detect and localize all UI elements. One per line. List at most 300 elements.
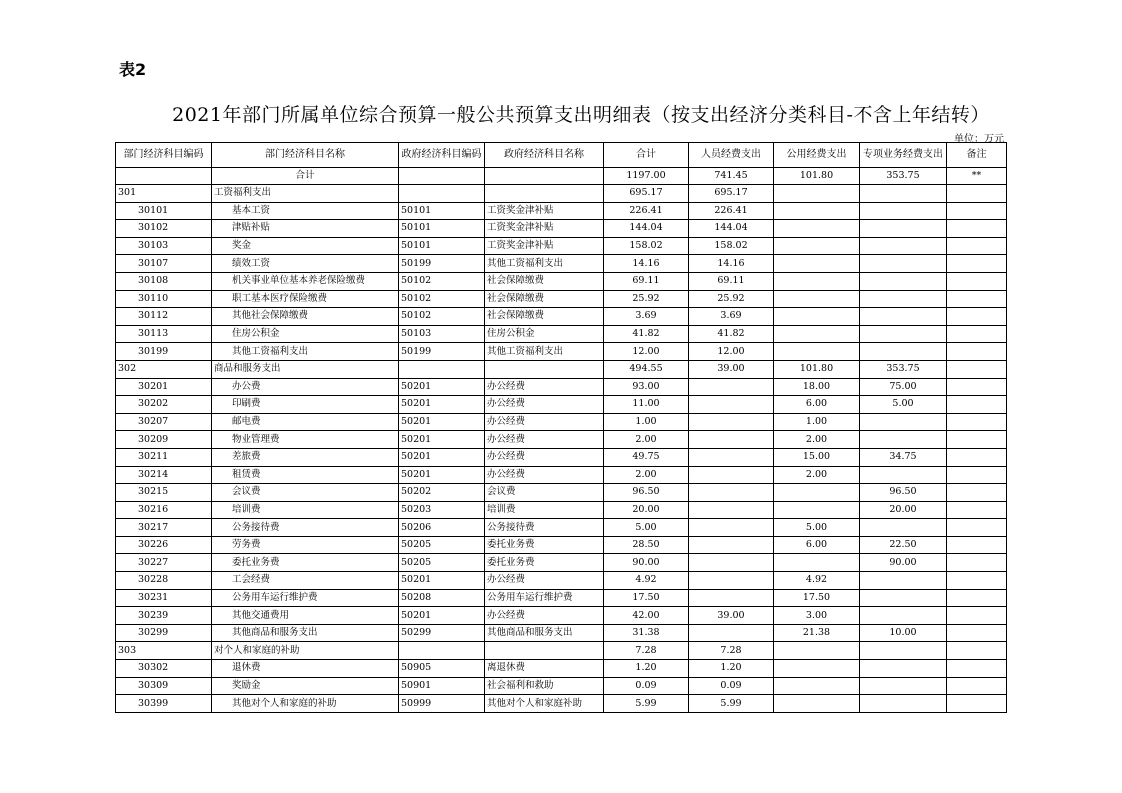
table-row <box>116 607 1007 625</box>
cell-dept-code: 30110 <box>116 290 212 308</box>
cell-total: 42.00 <box>604 607 689 625</box>
cell-dept-code: 30107 <box>116 255 212 273</box>
col-header-special: 专项业务经费支出 <box>860 143 947 168</box>
cell-gov-code <box>399 642 485 660</box>
cell-public <box>774 220 860 238</box>
cell-special: 34.75 <box>860 448 947 466</box>
cell-special <box>860 202 947 220</box>
cell-dept-code: 301 <box>116 185 212 203</box>
table-row <box>116 255 1007 273</box>
cell-special <box>860 290 947 308</box>
cell-personnel <box>689 396 774 414</box>
table-row <box>116 396 1007 414</box>
cell-special <box>860 308 947 326</box>
cell-dept-name: 奖励金 <box>212 677 399 695</box>
cell-special: 22.50 <box>860 536 947 554</box>
cell-total: 69.11 <box>604 272 689 290</box>
cell-note <box>947 360 1007 378</box>
cell-public <box>774 185 860 203</box>
col-header-dept-code: 部门经济科目编码 <box>116 143 212 168</box>
cell-total: 3.69 <box>604 308 689 326</box>
table-row <box>116 237 1007 255</box>
cell-gov-code: 50206 <box>399 519 485 537</box>
cell-gov-code: 50201 <box>399 413 485 431</box>
cell-public: 1.00 <box>774 413 860 431</box>
cell-gov-name: 会议费 <box>485 484 604 502</box>
cell-dept-name: 住房公积金 <box>212 325 399 343</box>
cell-note <box>947 607 1007 625</box>
table-row <box>116 431 1007 449</box>
cell-note <box>947 660 1007 678</box>
cell-personnel <box>689 519 774 537</box>
col-header-dept-name: 部门经济科目名称 <box>212 143 399 168</box>
cell-dept-name: 劳务费 <box>212 536 399 554</box>
cell-dept-name: 绩效工资 <box>212 255 399 273</box>
cell-note <box>947 343 1007 361</box>
cell-dept-name: 其他商品和服务支出 <box>212 624 399 642</box>
cell-total: 158.02 <box>604 237 689 255</box>
cell-total: 695.17 <box>604 185 689 203</box>
cell-dept-code: 30211 <box>116 448 212 466</box>
cell-gov-name: 社会保障缴费 <box>485 290 604 308</box>
cell-dept-name: 商品和服务支出 <box>212 360 399 378</box>
col-header-gov-name: 政府经济科目名称 <box>485 143 604 168</box>
cell-dept-code: 30112 <box>116 308 212 326</box>
cell-note <box>947 677 1007 695</box>
cell-personnel: 1.20 <box>689 660 774 678</box>
cell-public: 5.00 <box>774 519 860 537</box>
cell-gov-code: 50905 <box>399 660 485 678</box>
cell-dept-code: 30217 <box>116 519 212 537</box>
cell-gov-code <box>399 360 485 378</box>
cell-note <box>947 431 1007 449</box>
cell-public: 18.00 <box>774 378 860 396</box>
cell-dept-code: 30226 <box>116 536 212 554</box>
totals-total: 1197.00 <box>604 168 689 185</box>
cell-special <box>860 220 947 238</box>
cell-gov-name: 培训费 <box>485 501 604 519</box>
cell-personnel <box>689 466 774 484</box>
unit-label: 单位：万元 <box>954 134 1004 145</box>
cell-personnel: 144.04 <box>689 220 774 238</box>
cell-dept-name: 基本工资 <box>212 202 399 220</box>
cell-dept-name: 退休费 <box>212 660 399 678</box>
totals-dept-code <box>116 168 212 185</box>
cell-total: 12.00 <box>604 343 689 361</box>
totals-special: 353.75 <box>860 168 947 185</box>
cell-gov-code: 50101 <box>399 220 485 238</box>
cell-personnel <box>689 589 774 607</box>
cell-public <box>774 272 860 290</box>
cell-gov-name: 离退休费 <box>485 660 604 678</box>
cell-total: 0.09 <box>604 677 689 695</box>
cell-personnel: 14.16 <box>689 255 774 273</box>
cell-gov-name: 办公经费 <box>485 607 604 625</box>
cell-dept-code: 30209 <box>116 431 212 449</box>
cell-total: 2.00 <box>604 431 689 449</box>
cell-personnel: 3.69 <box>689 308 774 326</box>
document-title: 2021年部门所属单位综合预算一般公共预算支出明细表（按支出经济分类科目-不含上年结转） <box>172 104 990 126</box>
col-header-personnel: 人员经费支出 <box>689 143 774 168</box>
cell-personnel <box>689 536 774 554</box>
cell-note <box>947 519 1007 537</box>
cell-gov-code: 50199 <box>399 343 485 361</box>
cell-note <box>947 396 1007 414</box>
cell-public <box>774 484 860 502</box>
cell-special: 96.50 <box>860 484 947 502</box>
cell-total: 1.20 <box>604 660 689 678</box>
cell-gov-code: 50103 <box>399 325 485 343</box>
cell-special: 75.00 <box>860 378 947 396</box>
cell-public <box>774 642 860 660</box>
cell-dept-code: 30199 <box>116 343 212 361</box>
cell-gov-code: 50201 <box>399 378 485 396</box>
totals-personnel: 741.45 <box>689 168 774 185</box>
cell-dept-name: 租赁费 <box>212 466 399 484</box>
cell-total: 5.00 <box>604 519 689 537</box>
cell-dept-code: 30302 <box>116 660 212 678</box>
cell-gov-name: 办公经费 <box>485 431 604 449</box>
table-row <box>116 677 1007 695</box>
cell-gov-name <box>485 185 604 203</box>
cell-special <box>860 237 947 255</box>
cell-gov-code: 50299 <box>399 624 485 642</box>
totals-row <box>116 168 1007 185</box>
cell-special <box>860 607 947 625</box>
cell-gov-name: 其他工资福利支出 <box>485 343 604 361</box>
cell-note <box>947 272 1007 290</box>
cell-personnel: 158.02 <box>689 237 774 255</box>
cell-gov-code: 50205 <box>399 536 485 554</box>
cell-public: 6.00 <box>774 536 860 554</box>
table-row <box>116 466 1007 484</box>
cell-dept-code: 30113 <box>116 325 212 343</box>
category-row <box>116 360 1007 378</box>
cell-gov-name: 工资奖金津补贴 <box>485 202 604 220</box>
cell-public <box>774 237 860 255</box>
cell-special <box>860 572 947 590</box>
cell-public: 2.00 <box>774 431 860 449</box>
cell-note <box>947 378 1007 396</box>
cell-total: 93.00 <box>604 378 689 396</box>
cell-gov-code: 50201 <box>399 607 485 625</box>
cell-personnel: 39.00 <box>689 360 774 378</box>
cell-total: 20.00 <box>604 501 689 519</box>
cell-special <box>860 255 947 273</box>
col-header-gov-code: 政府经济科目编码 <box>399 143 485 168</box>
cell-personnel <box>689 431 774 449</box>
table-row <box>116 325 1007 343</box>
cell-dept-name: 其他交通费用 <box>212 607 399 625</box>
cell-personnel <box>689 484 774 502</box>
cell-note <box>947 413 1007 431</box>
cell-gov-name: 委托业务费 <box>485 536 604 554</box>
table-row <box>116 202 1007 220</box>
cell-dept-code: 303 <box>116 642 212 660</box>
cell-public <box>774 554 860 572</box>
totals-public: 101.80 <box>774 168 860 185</box>
cell-personnel <box>689 378 774 396</box>
cell-special <box>860 660 947 678</box>
cell-special <box>860 413 947 431</box>
cell-dept-name: 会议费 <box>212 484 399 502</box>
cell-gov-name: 工资奖金津补贴 <box>485 220 604 238</box>
cell-gov-name: 公务接待费 <box>485 519 604 537</box>
cell-personnel <box>689 572 774 590</box>
table-label: 表2 <box>119 60 147 79</box>
cell-dept-name: 工资福利支出 <box>212 185 399 203</box>
cell-gov-name <box>485 642 604 660</box>
cell-personnel <box>689 501 774 519</box>
category-row <box>116 185 1007 203</box>
cell-gov-name: 社会保障缴费 <box>485 308 604 326</box>
table-row <box>116 695 1007 713</box>
cell-dept-name: 工会经费 <box>212 572 399 590</box>
cell-dept-name: 其他工资福利支出 <box>212 343 399 361</box>
table-row <box>116 624 1007 642</box>
cell-gov-code <box>399 185 485 203</box>
cell-dept-name: 办公费 <box>212 378 399 396</box>
cell-note <box>947 325 1007 343</box>
cell-gov-name: 委托业务费 <box>485 554 604 572</box>
table-row <box>116 343 1007 361</box>
table-row <box>116 554 1007 572</box>
cell-gov-name: 办公经费 <box>485 378 604 396</box>
totals-note: ** <box>947 168 1007 185</box>
cell-gov-code: 50201 <box>399 396 485 414</box>
cell-gov-code: 50201 <box>399 572 485 590</box>
cell-gov-name: 公务用车运行维护费 <box>485 589 604 607</box>
cell-dept-name: 印刷费 <box>212 396 399 414</box>
cell-special: 10.00 <box>860 624 947 642</box>
cell-total: 11.00 <box>604 396 689 414</box>
cell-public <box>774 325 860 343</box>
table-row <box>116 501 1007 519</box>
cell-dept-code: 30299 <box>116 624 212 642</box>
cell-note <box>947 624 1007 642</box>
cell-public: 101.80 <box>774 360 860 378</box>
cell-gov-code: 50199 <box>399 255 485 273</box>
cell-personnel <box>689 624 774 642</box>
cell-dept-name: 委托业务费 <box>212 554 399 572</box>
cell-note <box>947 484 1007 502</box>
cell-gov-name: 办公经费 <box>485 396 604 414</box>
cell-total: 41.82 <box>604 325 689 343</box>
cell-gov-name: 社会保障缴费 <box>485 272 604 290</box>
cell-gov-code: 50208 <box>399 589 485 607</box>
cell-personnel: 226.41 <box>689 202 774 220</box>
cell-public <box>774 202 860 220</box>
cell-dept-name: 物业管理费 <box>212 431 399 449</box>
table-row <box>116 272 1007 290</box>
cell-personnel <box>689 413 774 431</box>
cell-personnel: 0.09 <box>689 677 774 695</box>
cell-special <box>860 466 947 484</box>
cell-note <box>947 501 1007 519</box>
cell-dept-name: 津贴补贴 <box>212 220 399 238</box>
cell-personnel: 7.28 <box>689 642 774 660</box>
cell-public: 3.00 <box>774 607 860 625</box>
cell-dept-name: 其他对个人和家庭的补助 <box>212 695 399 713</box>
table-row <box>116 519 1007 537</box>
cell-note <box>947 695 1007 713</box>
cell-public <box>774 660 860 678</box>
cell-note <box>947 589 1007 607</box>
cell-total: 494.55 <box>604 360 689 378</box>
table-row <box>116 378 1007 396</box>
cell-note <box>947 185 1007 203</box>
cell-gov-name: 办公经费 <box>485 572 604 590</box>
cell-gov-code: 50102 <box>399 272 485 290</box>
cell-public <box>774 501 860 519</box>
cell-dept-code: 30309 <box>116 677 212 695</box>
cell-note <box>947 202 1007 220</box>
cell-total: 90.00 <box>604 554 689 572</box>
cell-public <box>774 677 860 695</box>
cell-gov-code: 50201 <box>399 448 485 466</box>
cell-dept-code: 30239 <box>116 607 212 625</box>
table-row <box>116 484 1007 502</box>
cell-dept-code: 30214 <box>116 466 212 484</box>
cell-gov-name: 工资奖金津补贴 <box>485 237 604 255</box>
cell-total: 7.28 <box>604 642 689 660</box>
cell-dept-code: 30202 <box>116 396 212 414</box>
cell-dept-code: 302 <box>116 360 212 378</box>
cell-note <box>947 466 1007 484</box>
table-row <box>116 660 1007 678</box>
cell-special: 5.00 <box>860 396 947 414</box>
cell-dept-name: 差旅费 <box>212 448 399 466</box>
table-row <box>116 220 1007 238</box>
cell-gov-name: 办公经费 <box>485 413 604 431</box>
cell-dept-name: 公务接待费 <box>212 519 399 537</box>
cell-gov-code: 50202 <box>399 484 485 502</box>
cell-public: 17.50 <box>774 589 860 607</box>
cell-special: 20.00 <box>860 501 947 519</box>
cell-dept-name: 公务用车运行维护费 <box>212 589 399 607</box>
table-row <box>116 308 1007 326</box>
cell-note <box>947 220 1007 238</box>
cell-gov-name: 其他商品和服务支出 <box>485 624 604 642</box>
cell-dept-code: 30399 <box>116 695 212 713</box>
cell-total: 25.92 <box>604 290 689 308</box>
cell-public <box>774 290 860 308</box>
cell-dept-name: 对个人和家庭的补助 <box>212 642 399 660</box>
cell-gov-code: 50901 <box>399 677 485 695</box>
cell-dept-name: 职工基本医疗保险缴费 <box>212 290 399 308</box>
cell-special <box>860 431 947 449</box>
cell-note <box>947 308 1007 326</box>
cell-public: 4.92 <box>774 572 860 590</box>
cell-total: 226.41 <box>604 202 689 220</box>
cell-special <box>860 343 947 361</box>
cell-total: 96.50 <box>604 484 689 502</box>
cell-special <box>860 519 947 537</box>
cell-total: 5.99 <box>604 695 689 713</box>
cell-personnel: 41.82 <box>689 325 774 343</box>
col-header-note: 备注 <box>947 143 1007 168</box>
cell-dept-code: 30102 <box>116 220 212 238</box>
cell-public: 15.00 <box>774 448 860 466</box>
cell-total: 4.92 <box>604 572 689 590</box>
cell-total: 2.00 <box>604 466 689 484</box>
cell-dept-code: 30201 <box>116 378 212 396</box>
cell-total: 17.50 <box>604 589 689 607</box>
cell-dept-name: 奖金 <box>212 237 399 255</box>
cell-personnel: 12.00 <box>689 343 774 361</box>
cell-gov-code: 50102 <box>399 290 485 308</box>
cell-personnel: 695.17 <box>689 185 774 203</box>
cell-personnel: 25.92 <box>689 290 774 308</box>
col-header-total: 合计 <box>604 143 689 168</box>
table-row <box>116 589 1007 607</box>
cell-special <box>860 272 947 290</box>
cell-gov-code: 50101 <box>399 202 485 220</box>
cell-total: 49.75 <box>604 448 689 466</box>
cell-gov-name: 社会福利和救助 <box>485 677 604 695</box>
header-row <box>116 143 1007 168</box>
cell-public <box>774 308 860 326</box>
cell-total: 1.00 <box>604 413 689 431</box>
cell-public: 6.00 <box>774 396 860 414</box>
cell-note <box>947 642 1007 660</box>
cell-personnel: 69.11 <box>689 272 774 290</box>
cell-dept-name: 机关事业单位基本养老保险缴费 <box>212 272 399 290</box>
cell-dept-name: 邮电费 <box>212 413 399 431</box>
cell-gov-code: 50205 <box>399 554 485 572</box>
cell-special <box>860 325 947 343</box>
table-row <box>116 572 1007 590</box>
totals-gov-name <box>485 168 604 185</box>
cell-special: 90.00 <box>860 554 947 572</box>
cell-dept-code: 30101 <box>116 202 212 220</box>
cell-gov-code: 50203 <box>399 501 485 519</box>
table-row <box>116 413 1007 431</box>
totals-label: 合计 <box>212 168 399 185</box>
cell-dept-name: 培训费 <box>212 501 399 519</box>
category-row <box>116 642 1007 660</box>
cell-gov-code: 50201 <box>399 466 485 484</box>
cell-total: 28.50 <box>604 536 689 554</box>
cell-dept-code: 30207 <box>116 413 212 431</box>
table-row <box>116 536 1007 554</box>
cell-gov-code: 50999 <box>399 695 485 713</box>
cell-personnel: 39.00 <box>689 607 774 625</box>
cell-personnel <box>689 554 774 572</box>
cell-public <box>774 255 860 273</box>
cell-note <box>947 572 1007 590</box>
table-row <box>116 290 1007 308</box>
cell-public: 2.00 <box>774 466 860 484</box>
cell-gov-code: 50201 <box>399 431 485 449</box>
cell-gov-code: 50102 <box>399 308 485 326</box>
cell-note <box>947 255 1007 273</box>
cell-special: 353.75 <box>860 360 947 378</box>
cell-gov-name: 其他对个人和家庭补助 <box>485 695 604 713</box>
cell-special <box>860 589 947 607</box>
cell-note <box>947 554 1007 572</box>
cell-personnel: 5.99 <box>689 695 774 713</box>
cell-gov-name: 其他工资福利支出 <box>485 255 604 273</box>
cell-gov-name <box>485 360 604 378</box>
cell-total: 31.38 <box>604 624 689 642</box>
table-row <box>116 448 1007 466</box>
cell-special <box>860 677 947 695</box>
cell-public <box>774 343 860 361</box>
cell-dept-code: 30103 <box>116 237 212 255</box>
cell-dept-code: 30108 <box>116 272 212 290</box>
cell-dept-name: 其他社会保障缴费 <box>212 308 399 326</box>
